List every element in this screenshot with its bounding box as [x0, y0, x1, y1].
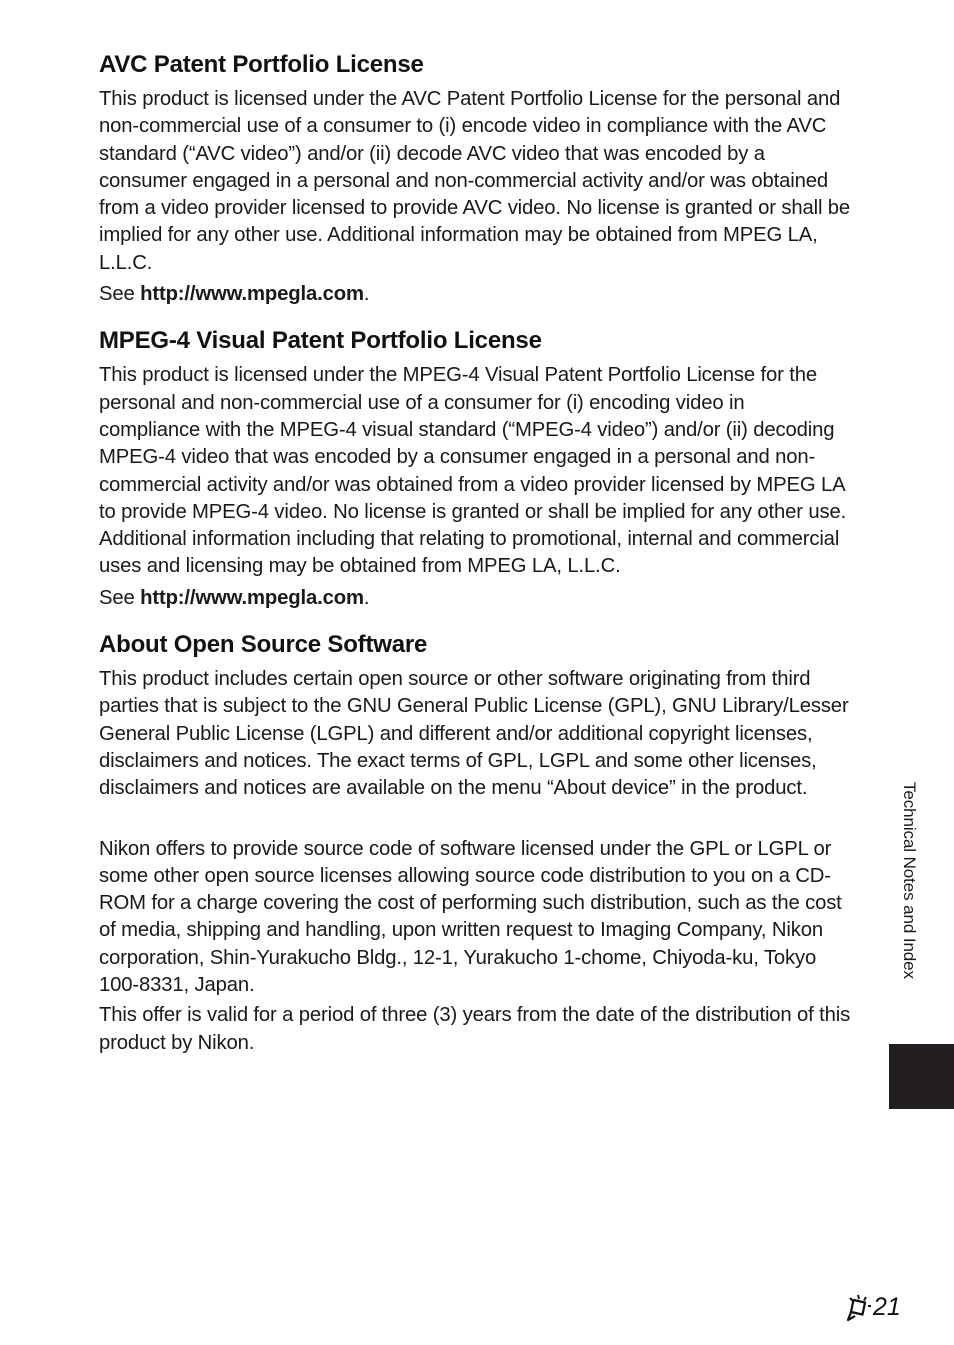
side-tab-label: Technical Notes and Index: [900, 782, 919, 979]
section-open-source: [99, 628, 851, 1057]
side-tab-marker: [889, 1044, 954, 1109]
see-reference: [99, 281, 851, 308]
section-avc-license: [99, 48, 851, 308]
see-prefix: See: [99, 586, 141, 609]
section-heading: About Open Source Software: [99, 631, 428, 659]
section-body-offer: Nikon offers to provide source code of software licensed under the GPL or LGPL or some other open source licenses allowing source code distribution to you on a CD-ROM for a charge covering the cost of performing such distribution, such as the cost of media, shipping and handling, upon written request to Imaging Company, Nikon corporation, Shin-Yurakucho Bldg., 12-1, Yurakucho 1-chome, Chiyoda-ku, Tokyo 100-8331, Japan.: [99, 837, 842, 997]
see-suffix: .: [363, 586, 370, 609]
see-suffix: .: [363, 283, 370, 306]
mpegla-link[interactable]: http://www.mpegla.com: [140, 283, 364, 306]
section-body: This product is licensed under the MPEG-4 Visual Patent Portfolio License for the personal and non-commercial use of a consumer for (i) encoding video in compliance with the MPEG-4 visual standard (“MPEG-4 video”) and/or (ii) decoding MPEG-4 video that was encoded by a consumer engaged in a personal and non-commercial activity and/or was obtained from a video provider licensed by MPEG LA to provide MPEG-4 video. No license is granted or shall be implied for any other use. Additional information including that relating to promotional, internal and commercial uses and licensing may be obtained from MPEG LA, L.L.C.: [99, 364, 847, 578]
section-body-validity: This offer is valid for a period of three (3) years from the date of the distribution of this product by Nikon.: [99, 1004, 851, 1054]
section-body: This product is licensed under the AVC Patent Portfolio License for the personal and non-commercial use of a consumer to (i) encode video in compliance with the AVC standard (“AVC video”) and/or (ii) decode AVC video that was encoded by a consumer engaged in a personal and non-commercial activity and/or was obtained from a video provider licensed to provide AVC video. No license is granted or shall be implied for any other use. Additional information may be obtained from MPEG LA, L.L.C.: [99, 88, 851, 274]
see-reference: [99, 585, 851, 612]
page-number: [846, 1290, 901, 1324]
page-content: [99, 48, 851, 1057]
section-body: This product includes certain open source or other software originating from third parties that is subject to the GNU General Public License (GPL), GNU Library/Lesser General Public License (LGPL) and different and/or additional copyright licenses, disclaimers and notices. The exact terms of GPL, LGPL and some other licenses, disclaimers and notices are available on the menu “About device” in the product.: [99, 668, 849, 800]
section-mpeg4-license: [99, 324, 851, 612]
technical-notes-icon: [846, 1292, 872, 1322]
section-heading: AVC Patent Portfolio License: [99, 51, 424, 78]
page-number-text: 21: [873, 1292, 901, 1321]
mpegla-link[interactable]: http://www.mpegla.com: [140, 586, 364, 609]
see-prefix: See: [99, 283, 141, 306]
section-heading: MPEG-4 Visual Patent Portfolio License: [99, 327, 542, 355]
